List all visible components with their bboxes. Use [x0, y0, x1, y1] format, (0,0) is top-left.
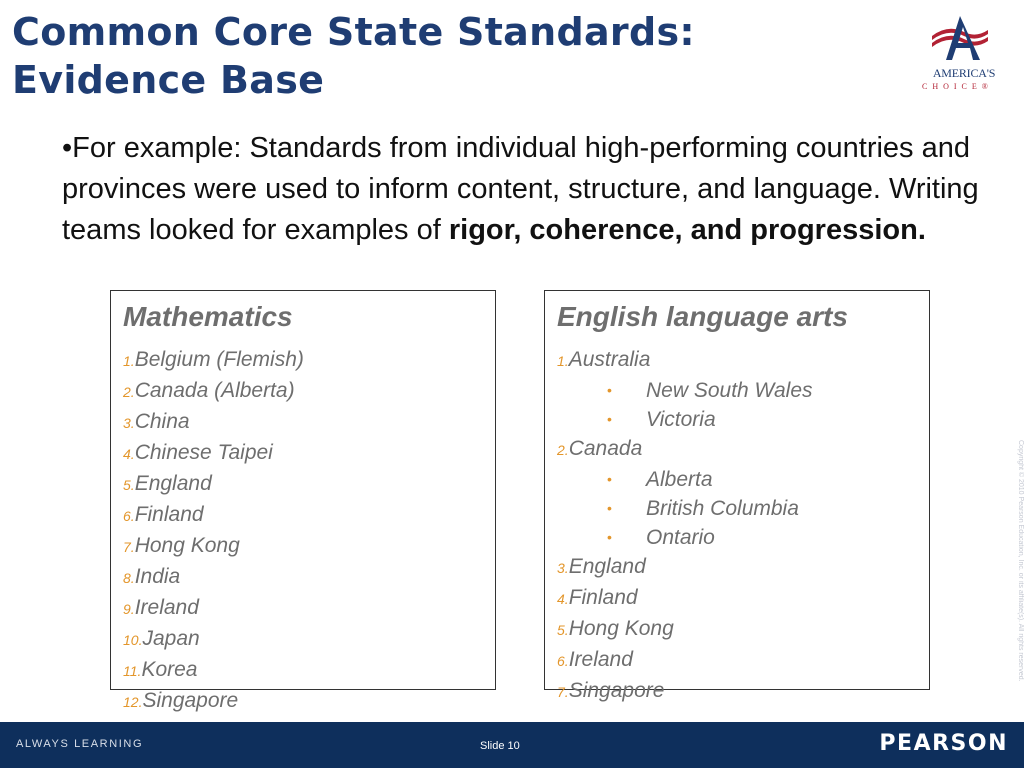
- list-item: [557, 614, 917, 645]
- copyright-text: Copyright © 2010 Pearson Education, Inc. or its affiliate(s). All rights reserved.: [1017, 440, 1024, 682]
- list-item-number: 3.: [123, 415, 135, 431]
- list-item-number: 4.: [123, 446, 135, 462]
- slide-title: [12, 8, 695, 104]
- list-item-number: 2.: [557, 442, 569, 458]
- list-item: [123, 686, 483, 717]
- footer-tagline: ALWAYS LEARNING: [16, 738, 144, 750]
- copyright-notice: [1014, 440, 1024, 720]
- list-item-label: Victoria: [646, 408, 716, 431]
- list-item-number: 7.: [123, 539, 135, 555]
- list-item-label: China: [134, 410, 190, 433]
- list-item-number: 4.: [557, 591, 569, 607]
- intro-bullet-text: [62, 128, 1012, 251]
- intro-bold: rigor, coherence, and progression.: [448, 214, 926, 246]
- list-item-label: Singapore: [142, 689, 239, 712]
- list-item: [557, 583, 917, 614]
- list-item: [123, 531, 483, 562]
- list-item-number: 1.: [123, 353, 135, 369]
- list-item-label: Ontario: [646, 526, 715, 549]
- sub-bullet-icon: •: [607, 529, 612, 545]
- list-item-label: Australia: [568, 348, 651, 371]
- slide-title-line-2: Evidence Base: [12, 58, 325, 102]
- sub-bullet-icon: •: [607, 411, 612, 427]
- slide-title-line-1: Common Core State Standards:: [12, 10, 695, 54]
- list-item: [123, 376, 483, 407]
- list-item-label: Singapore: [568, 679, 665, 702]
- list-item-label: New South Wales: [646, 379, 813, 402]
- americas-choice-logo: [918, 16, 1010, 98]
- mathematics-country-list: [123, 345, 483, 717]
- americas-choice-a-flag-icon: [930, 16, 990, 60]
- list-item: [123, 407, 483, 438]
- list-item-number: 2.: [123, 384, 135, 400]
- list-item: [123, 469, 483, 500]
- logo-brand-bottom-text: CHOICE: [922, 82, 982, 91]
- list-item: [123, 438, 483, 469]
- list-item-label: Finland: [134, 503, 204, 526]
- list-subitem: [557, 405, 917, 434]
- list-item-number: 8.: [123, 570, 135, 586]
- list-item-label: Finland: [568, 586, 638, 609]
- list-item-label: British Columbia: [646, 497, 799, 520]
- list-item-label: Canada: [568, 437, 643, 460]
- list-item-label: Canada (Alberta): [134, 379, 295, 402]
- list-item-number: 7.: [557, 684, 569, 700]
- list-item-number: 5.: [123, 477, 135, 493]
- english-language-arts-heading: English language arts: [557, 301, 848, 332]
- intro-bullet: •: [62, 132, 73, 164]
- list-item: [557, 552, 917, 583]
- list-item-number: 6.: [557, 653, 569, 669]
- sub-bullet-icon: •: [607, 382, 612, 398]
- list-subitem: [557, 376, 917, 405]
- pearson-logo: PEARSON: [879, 731, 1008, 756]
- list-item-label: Hong Kong: [134, 534, 240, 557]
- list-item-number: 12.: [123, 694, 143, 710]
- list-item: [123, 500, 483, 531]
- intro-body: For example: Standards from individual high-performing countries and provinces were used to inform content, structure, and language. Writing teams looked for examples of: [62, 132, 979, 246]
- logo-brand-bottom: [922, 82, 1010, 91]
- list-item-label: India: [134, 565, 181, 588]
- list-item-label: England: [134, 472, 212, 495]
- list-item-number: 11.: [123, 663, 142, 679]
- logo-reg-mark: ®: [981, 82, 993, 91]
- list-item-label: Korea: [141, 658, 198, 681]
- list-item-label: Japan: [142, 627, 200, 650]
- list-item: [123, 345, 483, 376]
- list-item: [557, 676, 917, 707]
- list-item-label: Hong Kong: [568, 617, 674, 640]
- list-subitem: [557, 465, 917, 494]
- list-item-number: 6.: [123, 508, 135, 524]
- list-item: [123, 655, 483, 686]
- list-item-number: 10.: [123, 632, 143, 648]
- list-item: [557, 645, 917, 676]
- english-language-arts-country-list: [557, 345, 917, 707]
- list-item-number: 1.: [557, 353, 569, 369]
- logo-brand-top: AMERICA'S: [932, 66, 996, 80]
- mathematics-box: [110, 290, 496, 712]
- list-item-label: Ireland: [568, 648, 633, 671]
- list-item: [123, 593, 483, 624]
- list-item-number: 3.: [557, 560, 569, 576]
- sub-bullet-icon: •: [607, 471, 612, 487]
- english-language-arts-box: [544, 290, 930, 702]
- list-item-label: Belgium (Flemish): [134, 348, 304, 371]
- sub-bullet-icon: •: [607, 500, 612, 516]
- list-subitem: [557, 494, 917, 523]
- list-item: [557, 345, 917, 376]
- list-item: [123, 562, 483, 593]
- list-item-label: England: [568, 555, 646, 578]
- list-item-label: Chinese Taipei: [134, 441, 273, 464]
- slide-number: Slide 10: [480, 740, 520, 752]
- list-item-label: Alberta: [646, 468, 713, 491]
- list-item: [557, 434, 917, 465]
- list-item-label: Ireland: [134, 596, 199, 619]
- list-item-number: 9.: [123, 601, 135, 617]
- list-subitem: [557, 523, 917, 552]
- mathematics-heading: Mathematics: [123, 301, 293, 332]
- list-item: [123, 624, 483, 655]
- list-item-number: 5.: [557, 622, 569, 638]
- footer-bar: [0, 722, 1024, 768]
